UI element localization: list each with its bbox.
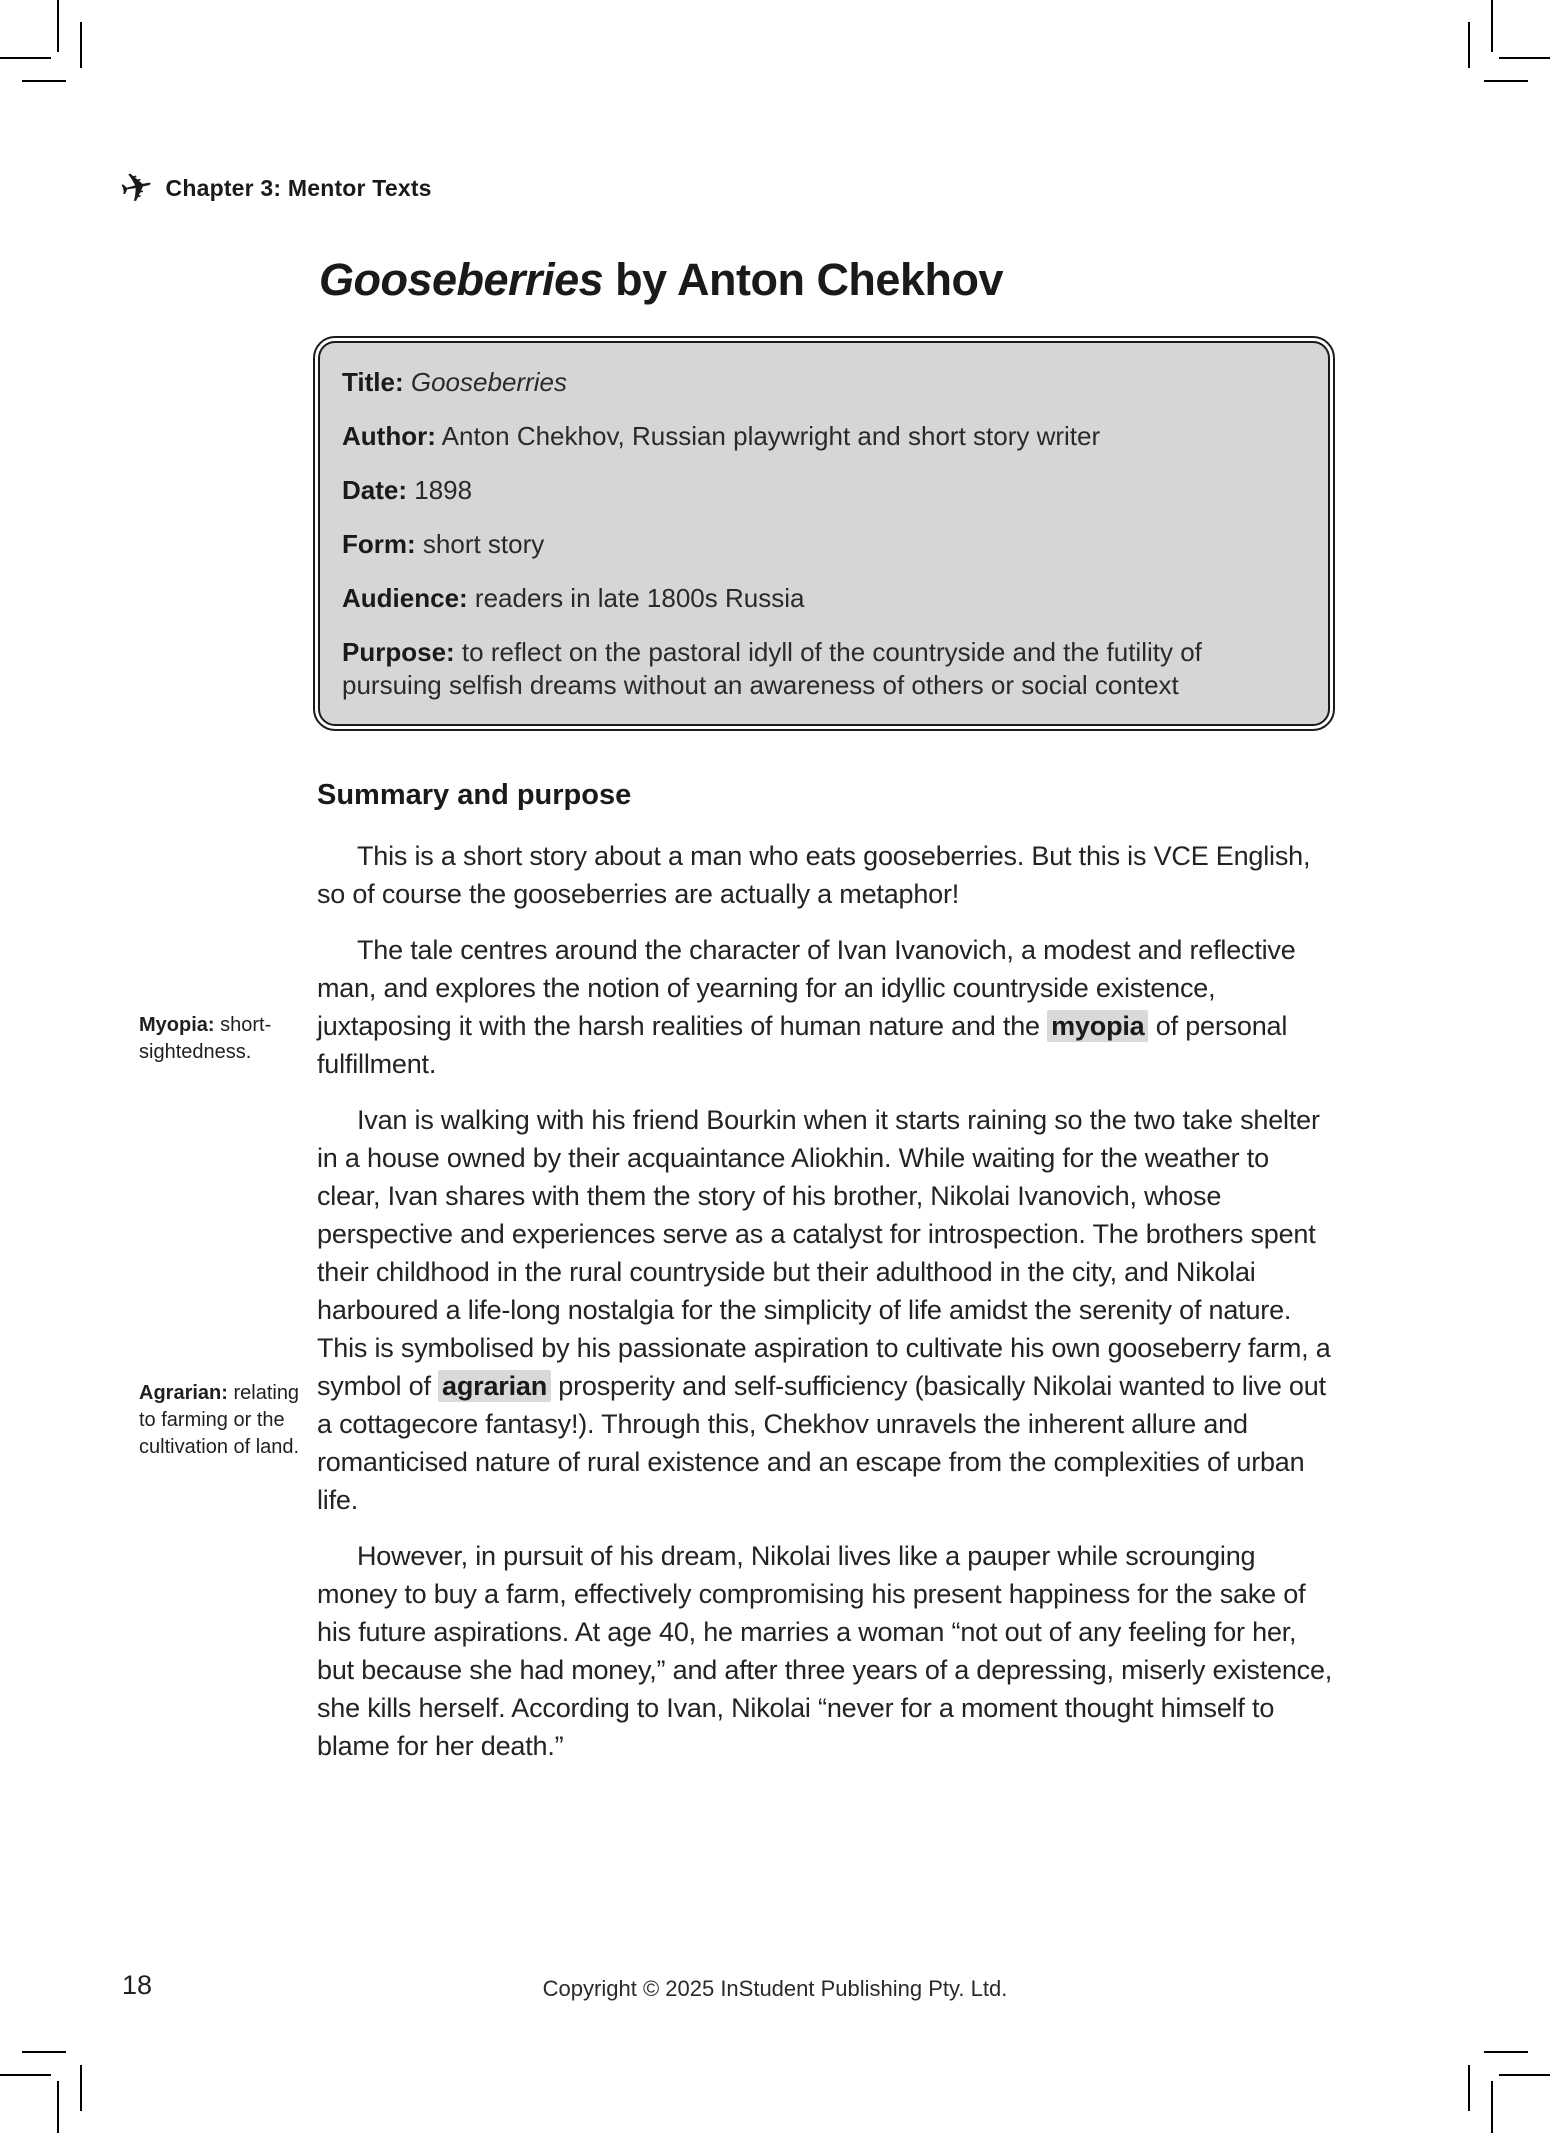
summary-paragraph-2 bbox=[317, 931, 1333, 1083]
vocab-highlight: agrarian bbox=[438, 1370, 551, 1402]
info-value: to reflect on the pastoral idyll of the countryside and the futility of pursuing selfish dreams without an awareness of others or social context bbox=[342, 637, 1202, 700]
crop-mark bbox=[1491, 2081, 1493, 2133]
margin-note-myopia bbox=[139, 1012, 311, 1066]
chapter-header bbox=[115, 162, 432, 214]
info-label: Author: bbox=[342, 421, 436, 451]
crop-mark bbox=[80, 2065, 82, 2111]
page-number: 18 bbox=[122, 1970, 153, 2000]
margin-note-label: Myopia: bbox=[139, 1014, 215, 1036]
crop-mark bbox=[80, 22, 82, 68]
page-title-author: by Anton Chekhov bbox=[603, 254, 1003, 305]
text-info-box bbox=[313, 336, 1335, 731]
section-heading: Summary and purpose bbox=[317, 779, 632, 811]
paragraph-text: prosperity and self-sufficiency (basically Nikolai wanted to live out a cottagecore fantasy!). Through this, Chekhov unravels the inherent allure and romanticised nature of rural existence and an escape from the complexities of urban life. bbox=[317, 1371, 1326, 1515]
crop-mark bbox=[1468, 2065, 1470, 2111]
crop-mark bbox=[1484, 2051, 1528, 2053]
crop-mark bbox=[22, 2051, 66, 2053]
text-info-box-inner bbox=[318, 341, 1330, 726]
info-value: readers in late 1800s Russia bbox=[474, 583, 805, 613]
margin-note-agrarian bbox=[139, 1380, 311, 1461]
page-title-work: Gooseberries bbox=[319, 254, 604, 305]
info-row-form bbox=[342, 528, 1306, 561]
crop-mark bbox=[1499, 2074, 1550, 2076]
crop-mark bbox=[57, 0, 59, 52]
margin-note-text: short-sightedness. bbox=[139, 1014, 272, 1063]
crop-mark bbox=[1468, 22, 1470, 68]
crop-mark bbox=[1491, 0, 1493, 52]
info-value: short story bbox=[422, 529, 545, 559]
paragraph-text: of personal fulfillment. bbox=[317, 1011, 1288, 1079]
info-row-date bbox=[342, 474, 1306, 507]
plane-icon: ✈ bbox=[115, 162, 158, 214]
info-value: Anton Chekhov, Russian playwright and short story writer bbox=[441, 421, 1101, 451]
crop-mark bbox=[1484, 80, 1528, 82]
info-row-audience bbox=[342, 582, 1306, 615]
info-value: 1898 bbox=[414, 475, 473, 505]
vocab-highlight: myopia bbox=[1047, 1010, 1148, 1042]
summary-paragraph-4 bbox=[317, 1537, 1333, 1765]
info-row-purpose bbox=[342, 636, 1306, 702]
summary-paragraph-1 bbox=[317, 837, 1333, 913]
crop-mark bbox=[1499, 57, 1550, 59]
crop-mark bbox=[22, 80, 66, 82]
info-row-author bbox=[342, 420, 1306, 453]
info-label: Title: bbox=[342, 367, 404, 397]
info-row-title bbox=[342, 366, 1306, 399]
crop-mark bbox=[57, 2081, 59, 2133]
paragraph-text: Ivan is walking with his friend Bourkin when it starts raining so the two take shelter in a house owned by their acquaintance Aliokhin. While waiting for the weather to clear, Ivan shares with them the story of his brother, Nikolai Ivanovich, whose perspective and experiences serve as a catalyst for introspection. The brothers spent their childhood in the rural countryside but their adulthood in the city, and Nikolai harboured a life-long nostalgia for the simplicity of life amidst the serenity of nature. This is symbolised by his passionate aspiration to cultivate his own gooseberry farm, a symbol of bbox=[317, 1105, 1331, 1401]
copyright-notice: Copyright © 2025 InStudent Publishing Pty. Ltd. bbox=[542, 1976, 1008, 2001]
main-column bbox=[317, 252, 1333, 1783]
info-value: Gooseberries bbox=[410, 367, 567, 397]
summary-paragraph-3 bbox=[317, 1101, 1333, 1519]
crop-mark bbox=[0, 57, 51, 59]
info-label: Form: bbox=[342, 529, 416, 559]
margin-note-label: Agrarian: bbox=[139, 1382, 228, 1404]
paragraph-text: However, in pursuit of his dream, Nikolai lives like a pauper while scrounging money to buy a farm, effectively compromising his present happiness for the sake of his future aspirations. At age 40, he marries a woman “not out of any feeling for her, but because she had money,” and after three years of a depressing, miserly existence, she kills herself. According to Ivan, Nikolai “never for a moment thought himself to blame for her death.” bbox=[317, 1541, 1333, 1761]
margin-note-text: relating to farming or the cultivation of land. bbox=[139, 1382, 300, 1458]
info-label: Date: bbox=[342, 475, 408, 505]
page-title bbox=[319, 252, 1333, 308]
info-label: Purpose: bbox=[342, 637, 455, 667]
crop-mark bbox=[0, 2074, 51, 2076]
paragraph-text: This is a short story about a man who eats gooseberries. But this is VCE English, so of course the gooseberries are actually a metaphor! bbox=[317, 841, 1311, 909]
chapter-header-label: Chapter 3: Mentor Texts bbox=[165, 174, 432, 201]
info-label: Audience: bbox=[342, 583, 468, 613]
paragraph-text: The tale centres around the character of Ivan Ivanovich, a modest and reflective man, and explores the notion of yearning for an idyllic countryside existence, juxtaposing it with the harsh realities of human nature and the bbox=[317, 935, 1296, 1041]
